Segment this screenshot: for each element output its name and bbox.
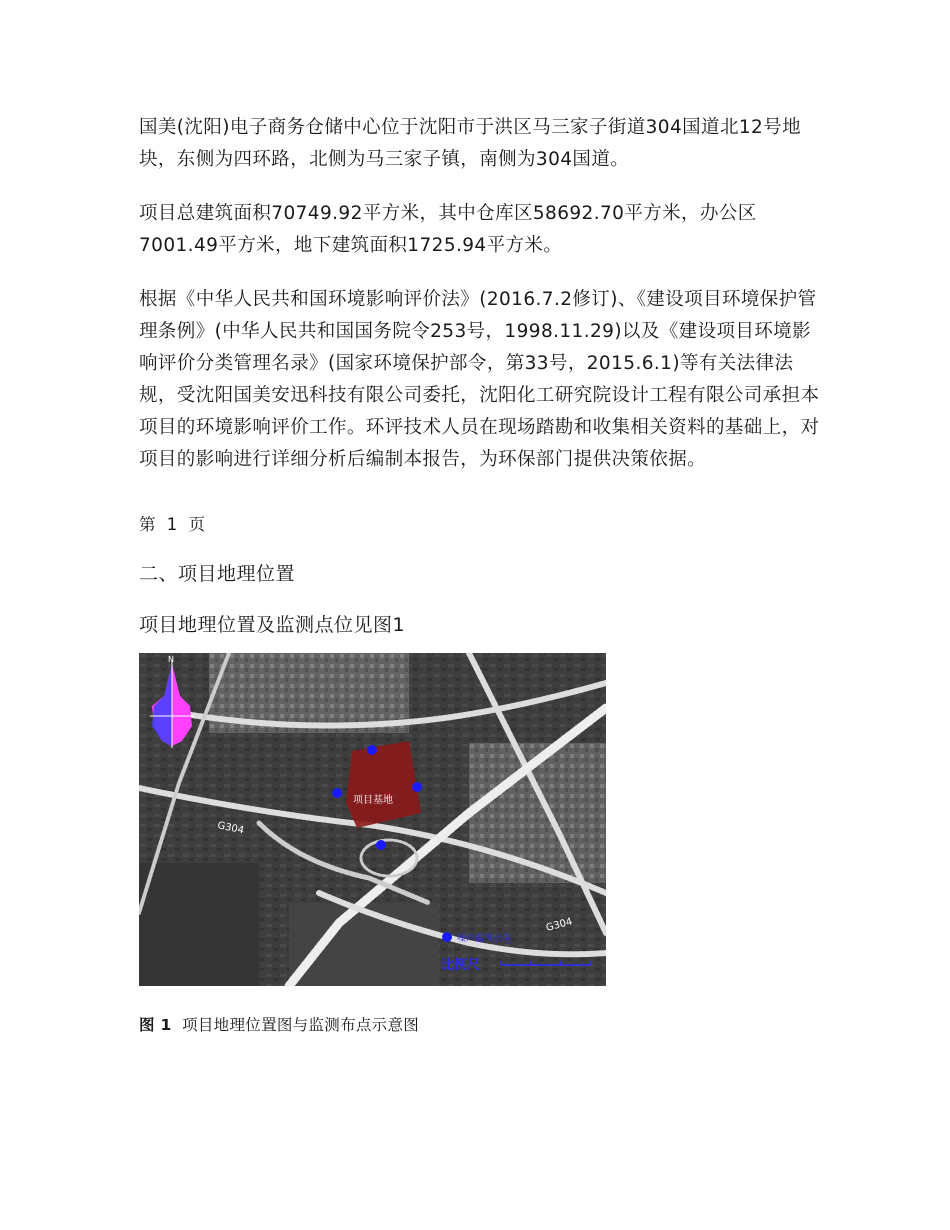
monitor-point [367, 745, 377, 755]
body-text [139, 112, 829, 476]
monitor-point [376, 840, 386, 850]
map-image [139, 653, 606, 986]
figure-caption [139, 1013, 419, 1035]
legend-label: 噪声监测点位 [457, 934, 512, 944]
monitor-point [332, 788, 342, 798]
paragraph-basis: 根据《中华人民共和国环境影响评价法》(2016.7.2修订)、《建设项目环境保护管理条例》(中华人民共和国国务院令253号，1998.11.29)以及《建设项目环境影响评价分类管理名录》(国家环境保护部令，第33号，2015.6.1)等有关法律法规，受沈阳国美安迅科技有限公司委托，沈阳化工研究院设计工程有限公司承担本项目的环境影响评价工作。环评技术人员在现场踏勘和收集相关资料的基础上，对项目的影响进行详细分析后编制本报告，为环保部门提供决策依据。 [139, 289, 820, 470]
north-label: N [168, 655, 174, 664]
project-site [346, 741, 421, 828]
location-map [139, 653, 606, 986]
caption-text: 项目地理位置图与监测布点示意图 [182, 1016, 420, 1034]
caption-prefix: 图 1 [139, 1016, 172, 1034]
legend-marker [442, 932, 452, 942]
paragraph-location: 国美(沈阳)电子商务仓储中心位于沈阳市于洪区马三家子街道304国道北12号地块，东侧为四环路，北侧为马三家子镇，南侧为304国道。 [139, 117, 801, 170]
figure-reference: 项目地理位置及监测点位见图1 [139, 614, 406, 636]
monitor-point [412, 782, 422, 792]
site-label: 项目基地 [353, 795, 393, 806]
paragraph-area: 项目总建筑面积70749.92平方米，其中仓库区58692.70平方米，办公区7001.49平方米，地下建筑面积1725.94平方米。 [139, 203, 757, 256]
scale-label: 比例尺 [441, 958, 481, 973]
section-title: 二、项目地理位置 [139, 563, 296, 585]
road-label-g304: G304 [216, 820, 245, 837]
page-number: 第 1 页 [139, 515, 208, 534]
road-label-g304: G304 [544, 916, 574, 934]
